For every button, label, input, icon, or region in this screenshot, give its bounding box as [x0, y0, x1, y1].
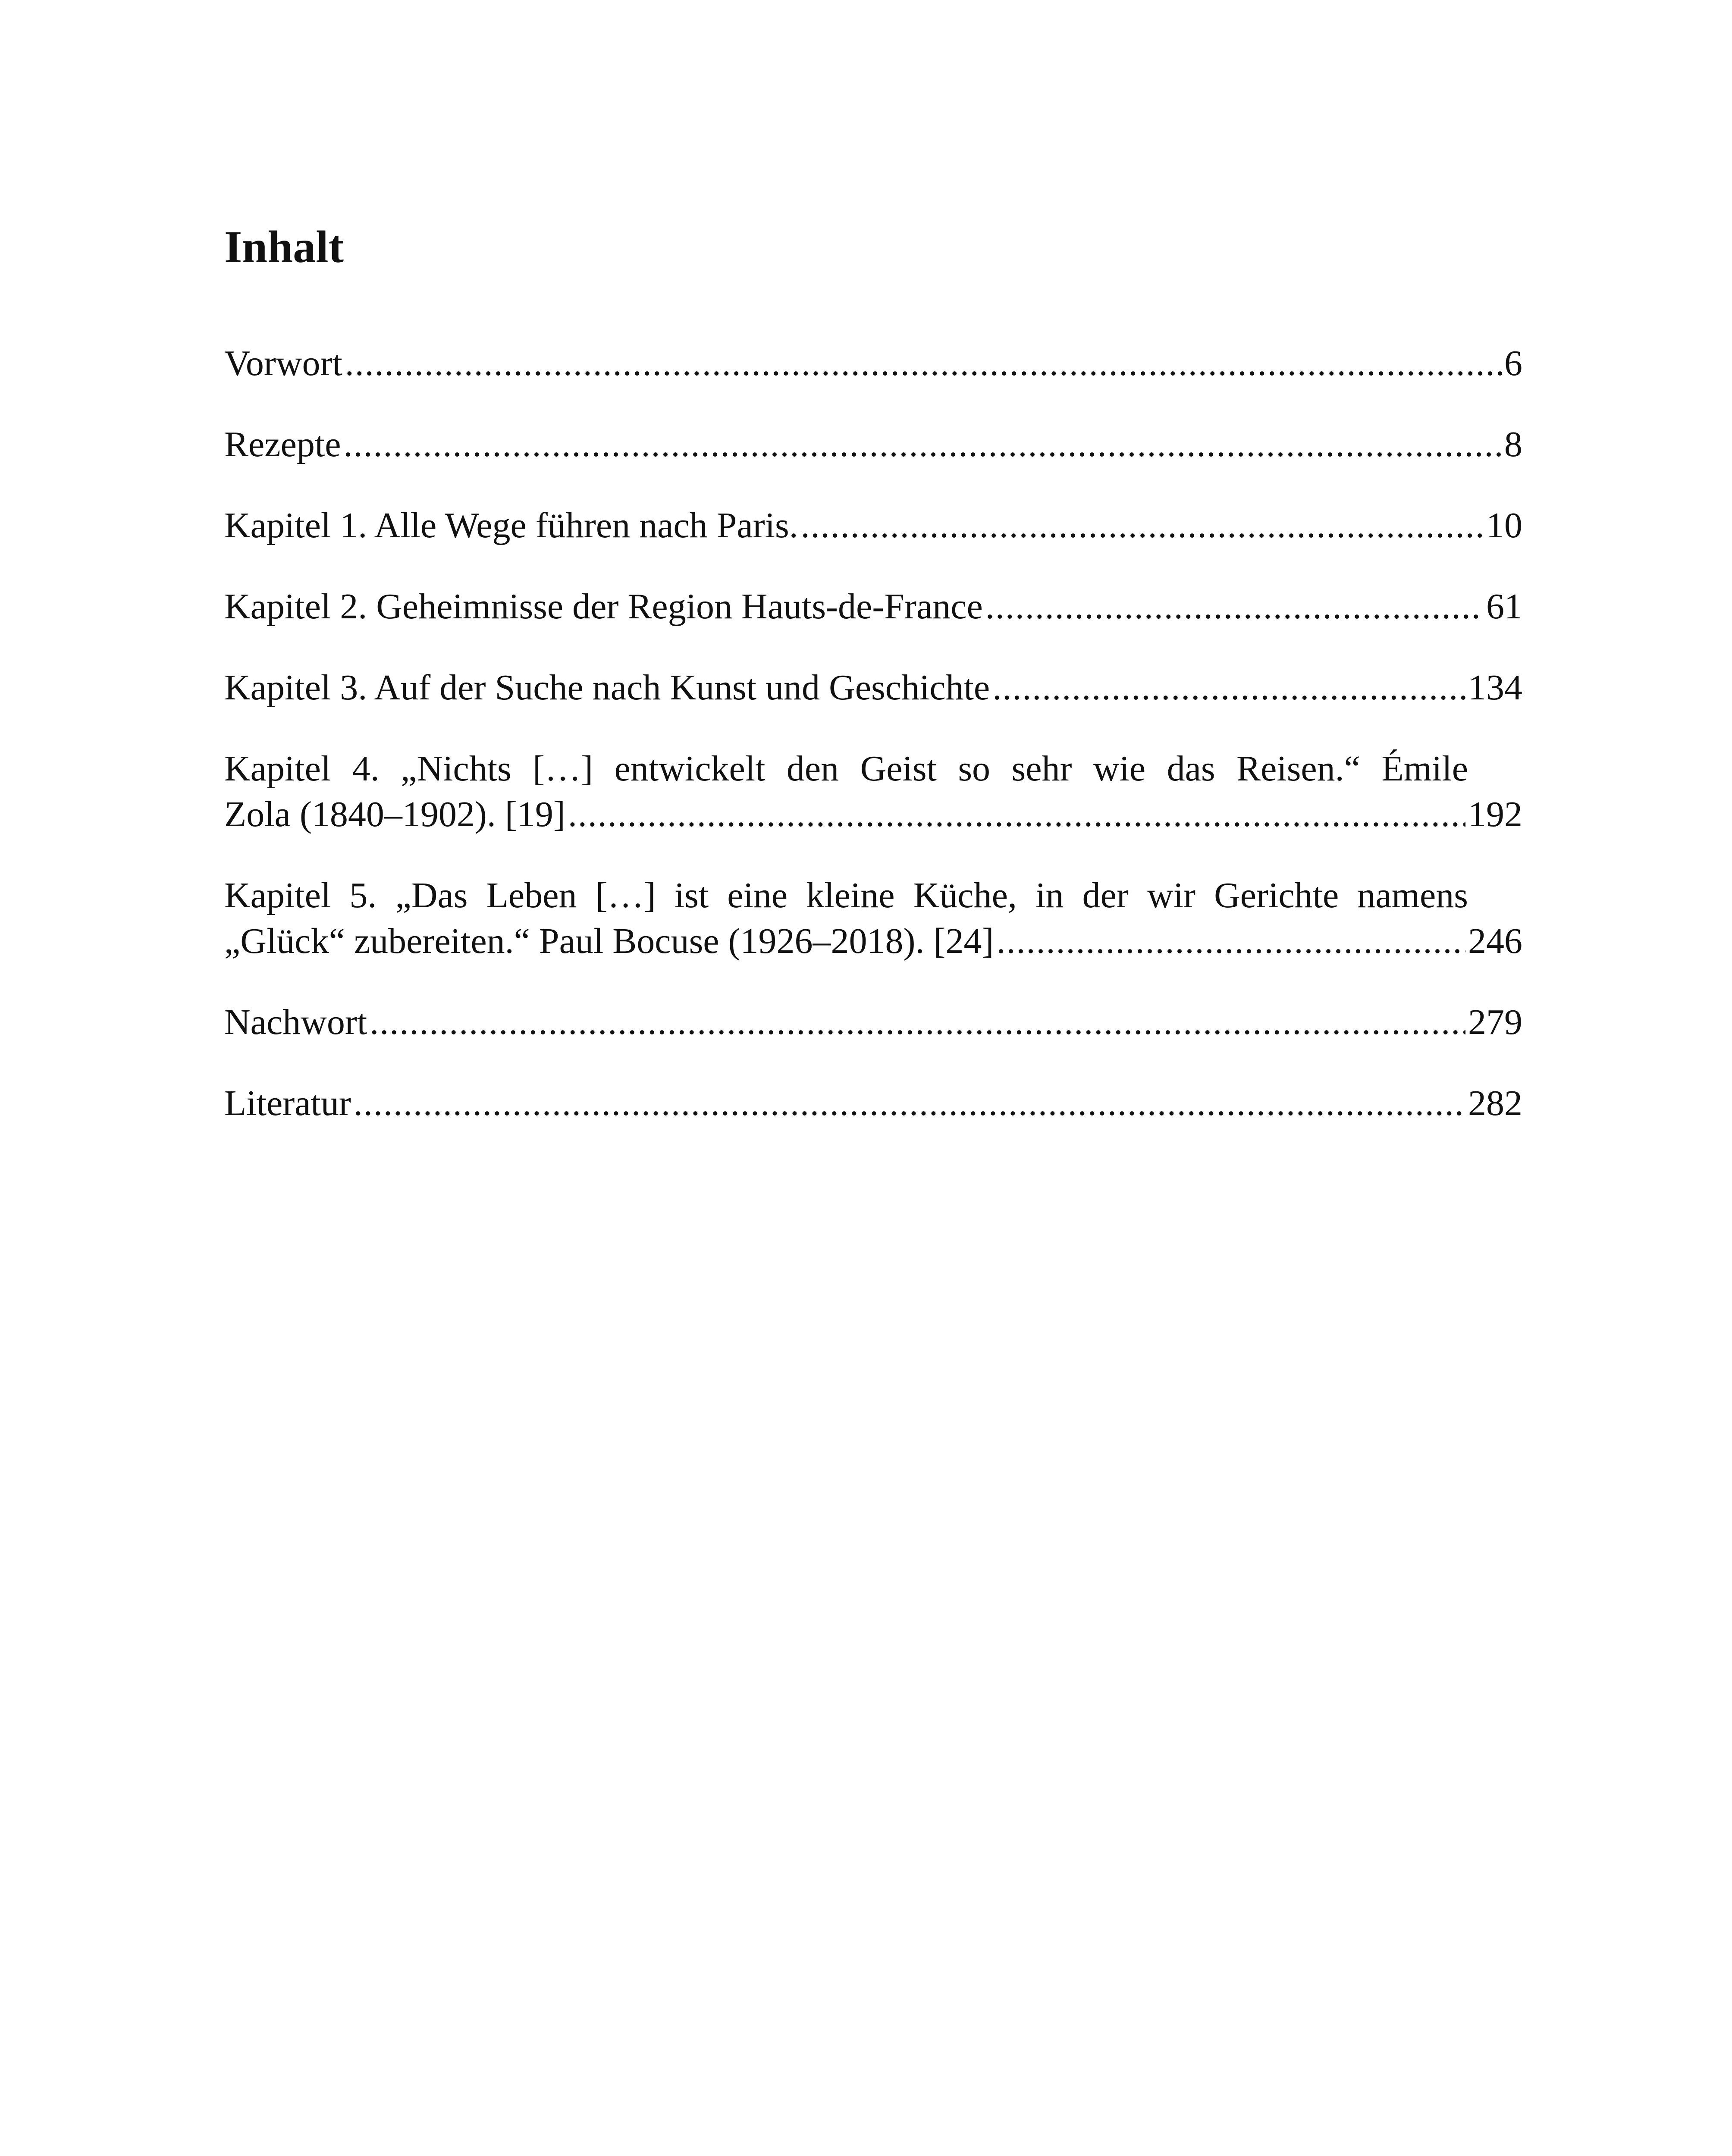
toc-entry-text-block — [224, 873, 1468, 964]
toc-entry-title: Rezepte — [224, 424, 341, 464]
toc-entry-text-block — [224, 665, 1468, 711]
toc-entry-title: Kapitel 3. Auf der Suche nach Kunst und Geschichte — [224, 667, 990, 708]
toc-entry-text-block — [224, 584, 1486, 630]
toc-entry-title: Literatur — [224, 1083, 351, 1123]
toc-entry-page-number: 61 — [1486, 586, 1522, 627]
toc-entry-page-number: 134 — [1468, 667, 1522, 708]
toc-entry-kapitel-4[interactable] — [224, 746, 1522, 837]
toc-entry-title-line-2: „Glück“ zubereiten.“ Paul Bocuse (1926–2018). [24] — [224, 921, 994, 961]
toc-entry-text-block — [224, 422, 1504, 467]
toc-entry-page-number: 8 — [1504, 424, 1522, 464]
dot-leader — [985, 584, 1484, 630]
table-of-contents — [224, 341, 1522, 1162]
toc-entry-text-block — [224, 1000, 1468, 1045]
toc-entry-title-line-2: Zola (1840–1902). [19] — [224, 794, 565, 834]
dot-leader — [568, 792, 1465, 837]
toc-entry-title-line-1: Kapitel 5. „Das Leben […] ist eine kleine Küche, in der wir Gerichte namens — [224, 875, 1468, 915]
toc-entry-title: Kapitel 1. Alle Wege führen nach Paris. — [224, 505, 798, 545]
toc-entry-title: Vorwort — [224, 343, 342, 383]
page-title: Inhalt — [224, 222, 344, 272]
toc-entry-page-number: 279 — [1468, 1002, 1522, 1042]
dot-leader — [354, 1081, 1465, 1126]
toc-entry-page-number: 192 — [1468, 794, 1522, 834]
toc-entry-kapitel-1[interactable] — [224, 503, 1522, 548]
dot-leader — [345, 341, 1502, 386]
toc-entry-vorwort[interactable] — [224, 341, 1522, 386]
dot-leader — [992, 665, 1465, 711]
toc-entry-nachwort[interactable] — [224, 1000, 1522, 1045]
toc-entry-kapitel-3[interactable] — [224, 665, 1522, 711]
toc-entry-text-block — [224, 746, 1468, 837]
toc-entry-literatur[interactable] — [224, 1081, 1522, 1126]
toc-entry-title-line-1: Kapitel 4. „Nichts […] entwickelt den Geist so sehr wie das Reisen.“ Émile — [224, 749, 1468, 789]
toc-entry-kapitel-5[interactable] — [224, 873, 1522, 964]
toc-entry-text-block — [224, 1081, 1468, 1126]
toc-entry-text-block — [224, 341, 1504, 386]
dot-leader — [370, 1000, 1465, 1045]
toc-entry-kapitel-2[interactable] — [224, 584, 1522, 630]
toc-entry-page-number: 246 — [1468, 921, 1522, 961]
dot-leader — [801, 503, 1484, 548]
toc-entry-page-number: 6 — [1504, 343, 1522, 383]
toc-entry-title: Kapitel 2. Geheimnisse der Region Hauts-de-France — [224, 586, 983, 627]
toc-entry-page-number: 282 — [1468, 1083, 1522, 1123]
toc-entry-title: Nachwort — [224, 1002, 367, 1042]
dot-leader — [344, 422, 1502, 467]
toc-entry-page-number: 10 — [1486, 505, 1522, 545]
toc-entry-text-block — [224, 503, 1486, 548]
dot-leader — [996, 918, 1465, 964]
toc-entry-rezepte[interactable] — [224, 422, 1522, 467]
